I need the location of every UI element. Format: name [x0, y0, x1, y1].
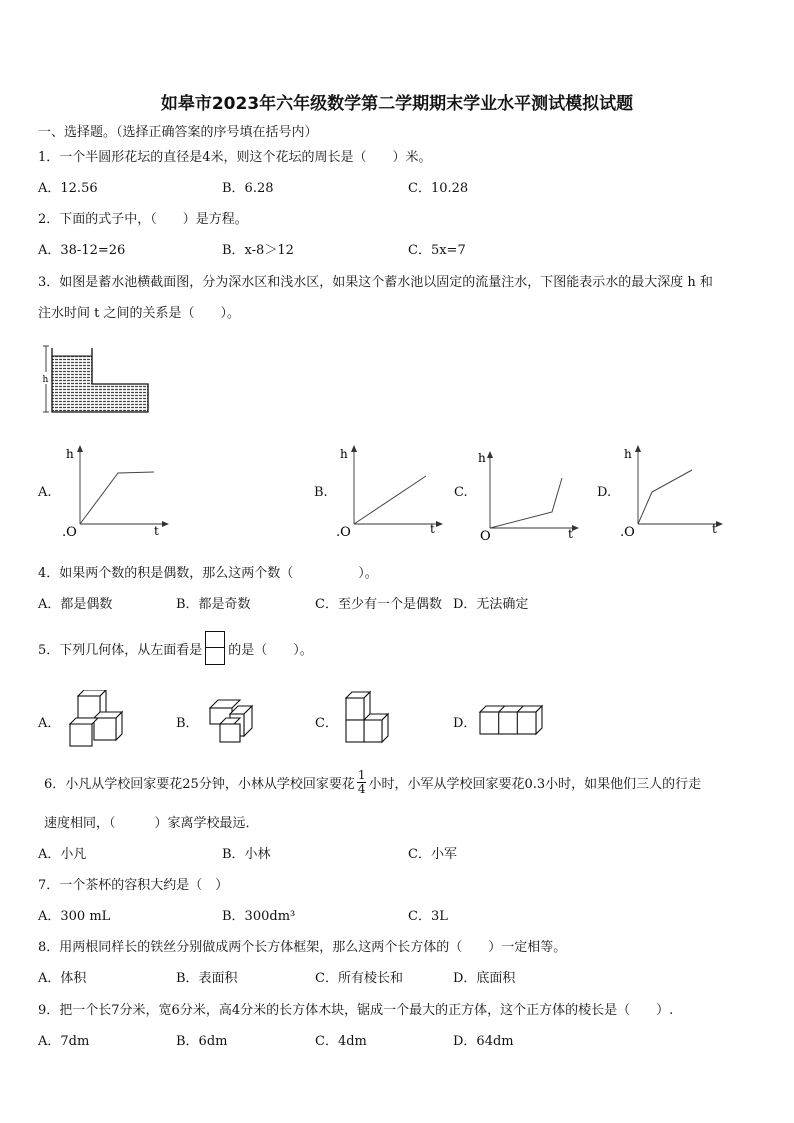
question-6-option-b[interactable]: B．小林 [222, 847, 271, 862]
question-6-text-pre: 6．小凡从学校回家要花25分钟，小林从学校回家要花 [44, 776, 355, 792]
question-7-option-c[interactable]: C．3L [408, 909, 448, 924]
question-2-option-c[interactable]: C．5x=7 [408, 243, 466, 258]
graph-d-origin-label: .O [620, 525, 635, 538]
graph-b-origin-label: .O [336, 525, 351, 538]
question-9-option-c[interactable]: C．4dm [315, 1034, 367, 1049]
graph-b-h-label: h [340, 447, 348, 461]
question-9-option-b[interactable]: B．6dm [176, 1034, 228, 1049]
graph-b-t-label: t [430, 522, 435, 536]
pool-height-label: h [42, 375, 49, 385]
question-8-option-b[interactable]: B．表面积 [176, 971, 238, 986]
question-3-option-d-label[interactable]: D. [597, 485, 612, 500]
solid-option-c[interactable] [340, 690, 396, 748]
fraction-numerator: 1 [357, 767, 366, 782]
graph-option-b[interactable] [330, 442, 450, 538]
question-5-option-a-label[interactable]: A． [38, 716, 61, 731]
question-6-text-line1 [44, 764, 701, 800]
question-5-option-c-label[interactable]: C． [315, 716, 338, 731]
question-3-option-c-label[interactable]: C. [454, 485, 468, 500]
graph-a-origin-label: .O [62, 525, 77, 538]
question-8-text: 8．用两根同样长的铁丝分别做成两个长方体框架，那么这两个长方体的（ ）一定相等。 [38, 940, 567, 955]
question-1-option-b[interactable]: B．6.28 [222, 181, 274, 196]
question-1-option-a[interactable]: A．12.56 [38, 181, 98, 196]
graph-option-d[interactable] [614, 442, 732, 538]
graph-c-t-label: t [568, 527, 573, 541]
question-9-option-a[interactable]: A．7dm [38, 1034, 90, 1049]
question-2-option-a[interactable]: A．38-12=26 [38, 243, 126, 258]
question-4-option-b[interactable]: B．都是奇数 [176, 597, 251, 612]
left-view-shape-icon [205, 631, 225, 665]
question-4-option-d[interactable]: D．无法确定 [453, 597, 529, 612]
question-3-text-line2: 注水时间 t 之间的关系是（ ）。 [38, 306, 240, 321]
question-6-text-line2: 速度相同，（ ）家离学校最远． [44, 816, 259, 831]
question-5-option-d-label[interactable]: D． [453, 716, 477, 731]
question-7-option-b[interactable]: B．300dm³ [222, 909, 296, 924]
solid-option-d[interactable] [478, 704, 546, 736]
question-6-option-c[interactable]: C．小军 [408, 847, 457, 862]
question-5-text [38, 630, 313, 666]
question-5-text-pre: 5．下列几何体，从左面看是 [38, 642, 203, 658]
question-5-option-b-label[interactable]: B． [176, 716, 199, 731]
question-8-option-a[interactable]: A．体积 [38, 971, 87, 986]
question-3-text-line1: 3．如图是蓄水池横截面图，分为深水区和浅水区，如果这个蓄水池以固定的流量注水，下图能表示水的最大深度 h 和 [38, 275, 713, 290]
graph-a-t-label: t [154, 524, 159, 538]
question-3-option-a-label[interactable]: A. [38, 485, 52, 500]
question-4-text: 4．如果两个数的积是偶数，那么这两个数（ ）。 [38, 566, 378, 581]
question-1-text: 1．一个半圆形花坛的直径是4米，则这个花坛的周长是（ ）米。 [38, 150, 432, 165]
question-9-option-d[interactable]: D．64dm [453, 1034, 514, 1049]
fraction-denominator: 4 [357, 781, 366, 796]
graph-option-a[interactable] [56, 442, 174, 538]
section-heading: 一、选择题。（选择正确答案的序号填在括号内） [38, 125, 318, 140]
question-3-option-b-label[interactable]: B. [314, 485, 328, 500]
graph-d-t-label: t [712, 522, 717, 536]
question-6-option-a[interactable]: A．小凡 [38, 847, 87, 862]
graph-c-origin-label: O [480, 529, 491, 542]
question-7-text: 7．一个茶杯的容积大约是（ ） [38, 878, 229, 893]
question-5-text-post: 的是（ ）。 [228, 642, 313, 658]
page-title: 如皋市2023年六年级数学第二学期期末学业水平测试模拟试题 [160, 94, 634, 114]
question-4-option-a[interactable]: A．都是偶数 [38, 597, 113, 612]
question-2-text: 2．下面的式子中，（ ）是方程。 [38, 212, 248, 227]
question-7-option-a[interactable]: A．300 mL [38, 909, 111, 924]
question-6-text-post: 小时，小军从学校回家要花0.3小时，如果他们三人的行走 [368, 776, 702, 792]
graph-d-h-label: h [624, 447, 632, 461]
solid-option-a[interactable] [64, 690, 128, 748]
graph-a-h-label: h [66, 447, 74, 461]
question-4-option-c[interactable]: C．至少有一个是偶数 [315, 597, 442, 612]
question-2-option-b[interactable]: B．x-8＞12 [222, 243, 294, 258]
pool-cross-section-figure [40, 340, 152, 416]
question-9-text: 9．把一个长7分米，宽6分米，高4分米的长方体木块，锯成一个最大的正方体，这个正方体的棱长是（ ）. [38, 1003, 674, 1018]
fraction-one-quarter [357, 769, 367, 796]
graph-c-h-label: h [478, 451, 486, 465]
question-8-option-c[interactable]: C．所有棱长和 [315, 971, 403, 986]
graph-option-c[interactable] [472, 446, 590, 542]
question-1-option-c[interactable]: C．10.28 [408, 181, 469, 196]
solid-option-b[interactable] [200, 696, 258, 746]
question-8-option-d[interactable]: D．底面积 [453, 971, 516, 986]
